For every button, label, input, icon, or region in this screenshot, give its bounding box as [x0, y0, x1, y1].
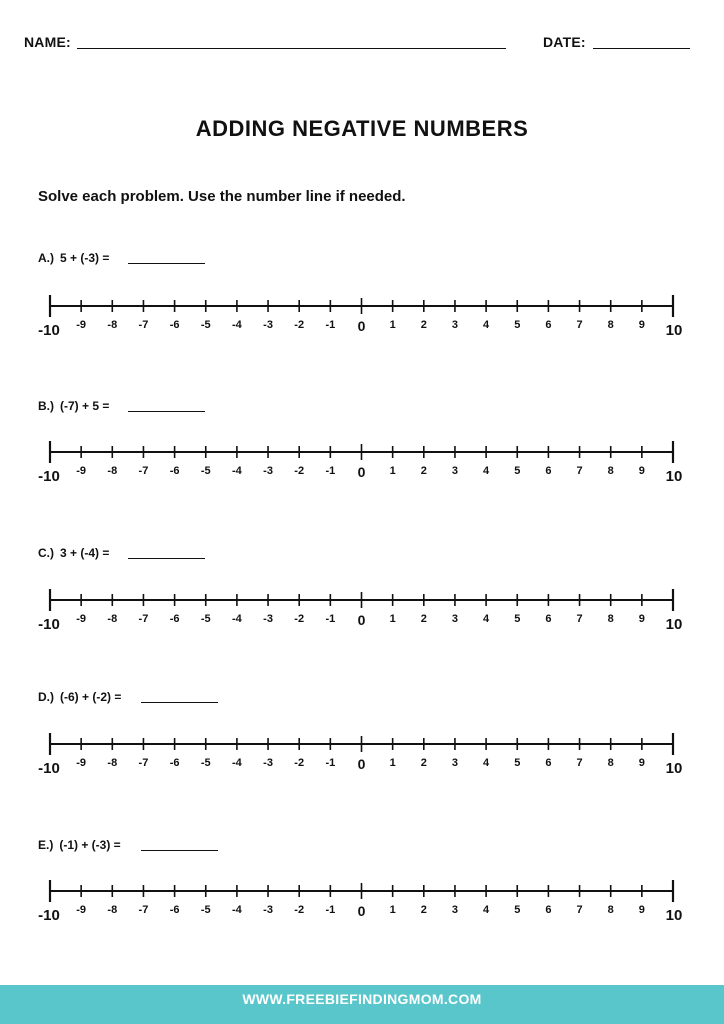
- tick-label: 9: [638, 757, 645, 769]
- problem-expression: 3 + (-4) =: [60, 546, 110, 560]
- tick-label: 4: [483, 904, 490, 916]
- date-field[interactable]: [593, 48, 690, 49]
- tick-label: -9: [76, 319, 87, 331]
- tick-label: 0: [357, 318, 366, 334]
- tick-label: -1: [325, 319, 336, 331]
- tick-label: 5: [514, 904, 521, 916]
- tick-label: -2: [294, 757, 305, 769]
- name-label: NAME:: [24, 34, 71, 50]
- tick-label: 2: [420, 904, 427, 916]
- tick-label: 3: [451, 465, 459, 477]
- tick-label: -4: [232, 465, 242, 477]
- tick-label: -6: [169, 757, 180, 769]
- tick-label: -8: [107, 465, 118, 477]
- tick-label: 6: [545, 613, 552, 625]
- problem-label: E.): [38, 838, 54, 852]
- number-line-b: [0, 436, 724, 496]
- tick-label: -8: [107, 757, 118, 769]
- tick-label: -2: [294, 465, 305, 477]
- number-line-d: [0, 728, 724, 788]
- tick-label: -5: [200, 465, 211, 477]
- tick-label: 6: [545, 465, 552, 477]
- problem-c: [38, 546, 109, 564]
- tick-label: 3: [451, 904, 459, 916]
- answer-field-c[interactable]: [128, 558, 205, 559]
- problem-label: C.): [38, 546, 54, 560]
- tick-label: 3: [451, 757, 459, 769]
- tick-label: 8: [607, 319, 614, 331]
- tick-label: 4: [483, 757, 490, 769]
- tick-label: 8: [607, 757, 614, 769]
- tick-label: 10: [665, 322, 683, 339]
- problem-expression: (-7) + 5 =: [60, 399, 110, 413]
- problem-e: [38, 838, 121, 856]
- tick-label: 3: [451, 319, 459, 331]
- tick-label: 5: [514, 319, 521, 331]
- tick-label: 7: [576, 613, 583, 625]
- footer-url: WWW.FREEBIEFINDINGMOM.COM: [242, 991, 482, 1007]
- tick-label: 7: [576, 904, 583, 916]
- tick-label: -5: [200, 904, 211, 916]
- problem-a: [38, 251, 109, 269]
- tick-label: 10: [665, 907, 683, 924]
- tick-label: 9: [638, 319, 645, 331]
- tick-label: 4: [483, 319, 490, 331]
- tick-label: -6: [169, 904, 180, 916]
- tick-label: -8: [107, 319, 118, 331]
- tick-label: 0: [357, 756, 366, 772]
- instructions: Solve each problem. Use the number line if needed.: [38, 188, 406, 205]
- tick-label: 2: [420, 757, 427, 769]
- tick-label: -7: [138, 904, 149, 916]
- tick-label: 1: [389, 904, 396, 916]
- problem-label: B.): [38, 399, 54, 413]
- problem-expression: (-1) + (-3) =: [59, 838, 121, 852]
- tick-label: -7: [138, 465, 149, 477]
- answer-field-e[interactable]: [141, 850, 218, 851]
- tick-label: -1: [325, 613, 336, 625]
- tick-label: -10: [38, 616, 60, 633]
- tick-label: -4: [232, 904, 242, 916]
- tick-label: -3: [263, 465, 273, 477]
- tick-label: -4: [232, 319, 242, 331]
- tick-label: -3: [263, 904, 273, 916]
- problem-expression: (-6) + (-2) =: [60, 690, 122, 704]
- name-field[interactable]: [77, 48, 506, 49]
- problem-label: A.): [38, 251, 54, 265]
- tick-label: -6: [169, 465, 180, 477]
- footer-banner: [0, 985, 724, 1024]
- tick-label: -6: [169, 319, 180, 331]
- tick-label: 10: [665, 616, 683, 633]
- tick-label: 0: [357, 464, 366, 480]
- tick-label: 9: [638, 465, 645, 477]
- date-label: DATE:: [543, 34, 586, 50]
- tick-label: -1: [325, 904, 336, 916]
- tick-label: -4: [232, 613, 242, 625]
- tick-label: -2: [294, 613, 305, 625]
- tick-label: 7: [576, 465, 583, 477]
- tick-label: -10: [38, 907, 60, 924]
- tick-label: -6: [169, 613, 180, 625]
- tick-label: 8: [607, 613, 614, 625]
- tick-label: 2: [420, 613, 427, 625]
- tick-label: -1: [325, 465, 336, 477]
- tick-label: -7: [138, 319, 149, 331]
- tick-label: -10: [38, 322, 60, 339]
- tick-label: -7: [138, 613, 149, 625]
- tick-label: 5: [514, 465, 521, 477]
- problem-label: D.): [38, 690, 54, 704]
- tick-label: -5: [200, 757, 211, 769]
- tick-label: 1: [389, 613, 396, 625]
- problem-b: [38, 399, 109, 417]
- tick-label: 7: [576, 319, 583, 331]
- page-title: ADDING NEGATIVE NUMBERS: [195, 116, 529, 141]
- tick-label: 7: [576, 757, 583, 769]
- tick-label: 10: [665, 760, 683, 777]
- tick-label: 2: [420, 319, 427, 331]
- answer-field-a[interactable]: [128, 263, 205, 264]
- tick-label: 6: [545, 757, 552, 769]
- tick-label: -10: [38, 760, 60, 777]
- tick-label: 3: [451, 613, 459, 625]
- tick-label: 8: [607, 465, 614, 477]
- tick-label: -5: [200, 613, 211, 625]
- number-line-a: [0, 290, 724, 350]
- answer-field-b[interactable]: [128, 411, 205, 412]
- tick-label: -5: [200, 319, 211, 331]
- tick-label: 6: [545, 319, 552, 331]
- tick-label: 1: [389, 757, 396, 769]
- tick-label: 6: [545, 904, 552, 916]
- tick-label: -8: [107, 904, 118, 916]
- tick-label: 5: [514, 757, 521, 769]
- tick-label: 0: [357, 612, 366, 628]
- tick-label: -9: [76, 904, 87, 916]
- tick-label: 8: [607, 904, 614, 916]
- tick-label: 4: [483, 613, 490, 625]
- tick-label: -9: [76, 757, 87, 769]
- tick-label: 5: [514, 613, 521, 625]
- answer-field-d[interactable]: [141, 702, 218, 703]
- tick-label: -3: [263, 319, 273, 331]
- tick-label: -4: [232, 757, 242, 769]
- tick-label: -2: [294, 319, 305, 331]
- tick-label: -2: [294, 904, 305, 916]
- tick-label: 0: [357, 903, 366, 919]
- tick-label: -8: [107, 613, 118, 625]
- tick-label: 2: [420, 465, 427, 477]
- tick-label: -1: [325, 757, 336, 769]
- tick-label: -9: [76, 613, 87, 625]
- tick-label: -7: [138, 757, 149, 769]
- tick-label: 4: [483, 465, 490, 477]
- tick-label: -9: [76, 465, 87, 477]
- tick-label: -10: [38, 468, 60, 485]
- tick-label: -3: [263, 757, 273, 769]
- tick-label: 9: [638, 613, 645, 625]
- tick-label: 10: [665, 468, 683, 485]
- tick-label: 1: [389, 465, 396, 477]
- number-line-e: [0, 875, 724, 935]
- problem-expression: 5 + (-3) =: [60, 251, 110, 265]
- tick-label: -3: [263, 613, 273, 625]
- problem-d: [38, 690, 121, 708]
- number-line-c: [0, 584, 724, 644]
- tick-label: 9: [638, 904, 645, 916]
- tick-label: 1: [389, 319, 396, 331]
